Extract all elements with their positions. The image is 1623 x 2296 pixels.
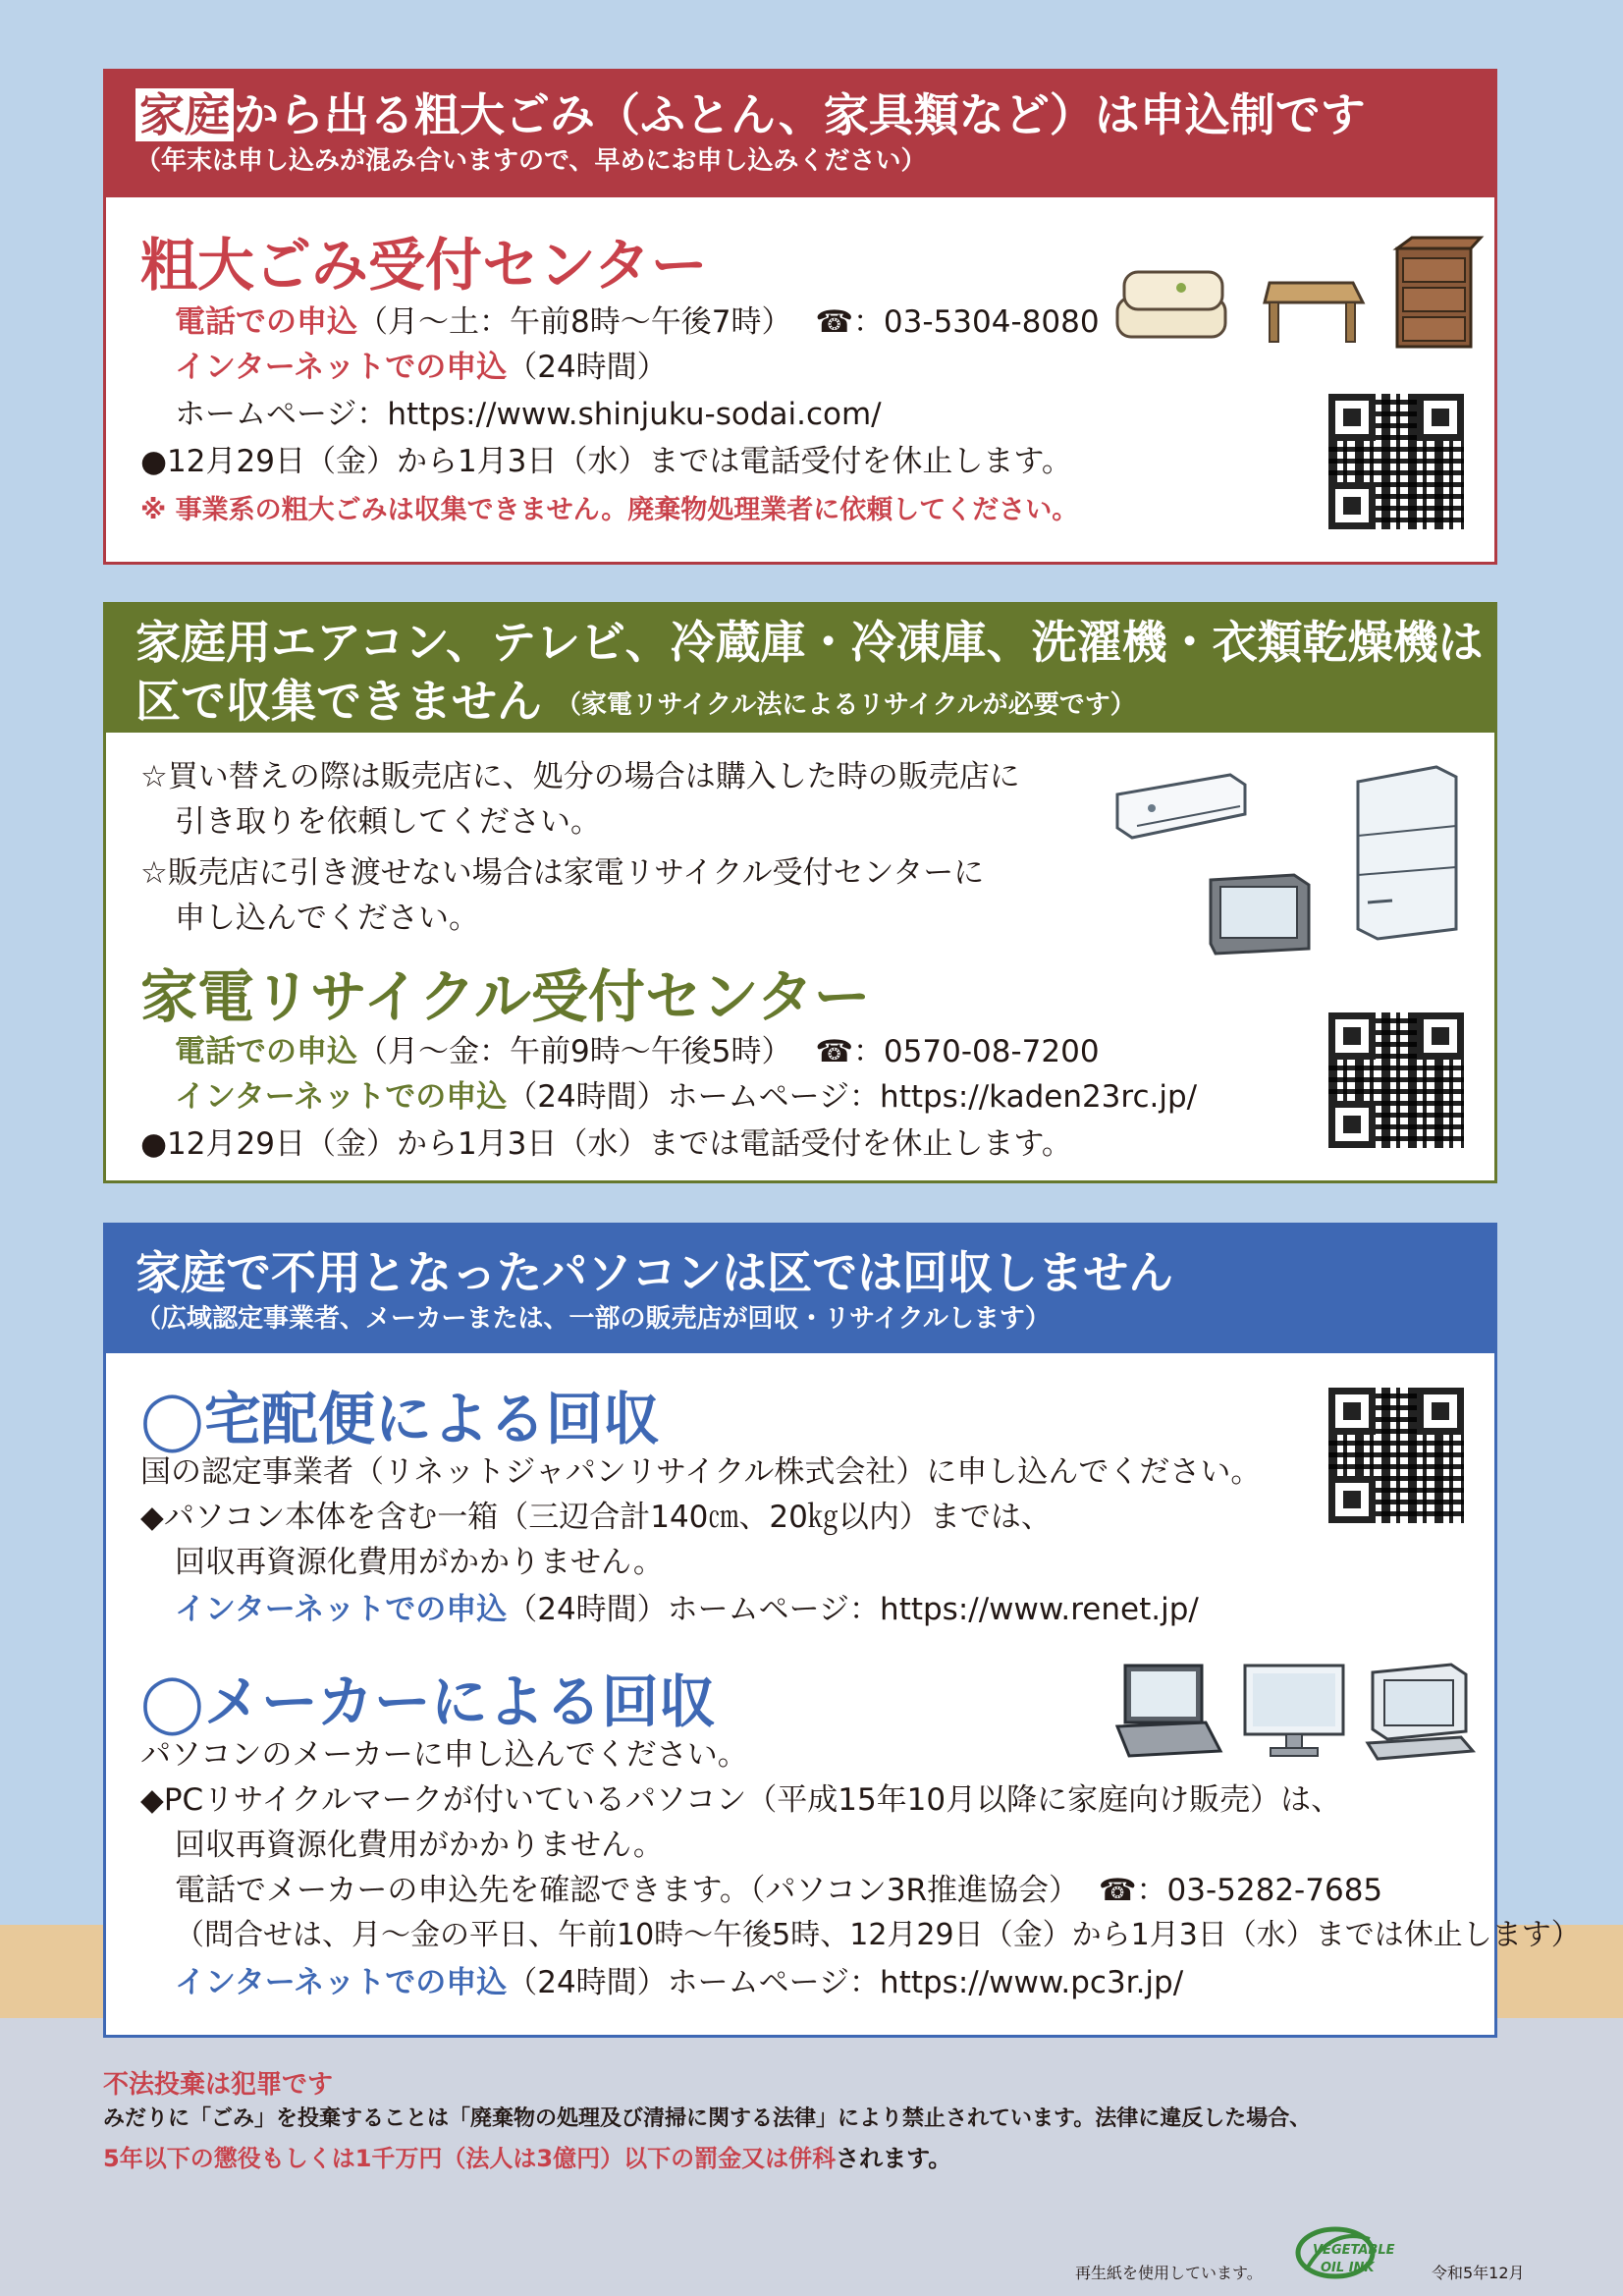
section-title-line2: 区で収集できません xyxy=(135,675,542,728)
holiday-note: ●12月29日（金）から1月3日（水）までは電話受付を休止します。 xyxy=(140,1126,1072,1162)
business-note: ※ 事業系の粗大ごみは収集できません。廃棄物処理業者に依頼してください。 xyxy=(140,495,1079,525)
warning-line2-rest: されます。 xyxy=(836,2145,952,2172)
logo-text-2: OIL INK xyxy=(1321,2261,1375,2275)
phone-number[interactable]: ：03-5304-8080 xyxy=(852,304,1100,340)
internet-label: インターネットでの申込 xyxy=(175,1965,508,2000)
phone-icon: ☎ xyxy=(815,1034,853,1069)
section-subtitle: （年末は申し込みが混み合いますので、早めにお申し込みください） xyxy=(135,146,927,176)
internet-label: インターネットでの申込 xyxy=(175,1079,508,1115)
issue-date: 令和5年12月 xyxy=(1432,2264,1525,2282)
desktop-pc-icon xyxy=(1363,1653,1481,1766)
phone-label: 電話での申込 xyxy=(175,1034,357,1069)
drawer-chest-icon xyxy=(1387,234,1486,352)
maker-title: ◯メーカーによる回収 xyxy=(140,1668,716,1735)
delivery-internet-line xyxy=(175,1587,1199,1632)
phone-number[interactable]: ：0570-08-7200 xyxy=(852,1034,1100,1069)
phone-hours: （月～土：午前8時～午後7時） xyxy=(357,304,792,340)
internet-detail[interactable]: （24時間）ホームページ：https://www.renet.jp/ xyxy=(507,1592,1199,1627)
warning-line2 xyxy=(103,2139,951,2173)
warning-penalty: 5年以下の懲役もしくは1千万円（法人は3億円）以下の罰金又は併科 xyxy=(103,2145,837,2172)
maker-line3: 回収再資源化費用がかかりません。 xyxy=(175,1828,664,1863)
internet-line xyxy=(175,1074,1197,1120)
holiday-note: ●12月29日（金）から1月3日（水）までは電話受付を休止します。 xyxy=(140,444,1072,479)
internet-label: インターネットでの申込 xyxy=(175,350,508,385)
homepage-link[interactable]: ホームページ：https://www.shinjuku-sodai.com/ xyxy=(175,397,882,432)
internet-detail[interactable]: （24時間）ホームページ：https://kaden23rc.jp/ xyxy=(507,1079,1198,1115)
recycled-paper-note: 再生紙を使用しています。 xyxy=(1075,2264,1263,2282)
maker-line5: （問合せは、月～金の平日、午前10時～午後5時、12月29日（金）から1月3日（水）までは休止します） xyxy=(175,1918,1581,1952)
qr-code-kaden[interactable] xyxy=(1328,1012,1464,1148)
laptop-icon xyxy=(1108,1658,1225,1766)
monitor-icon xyxy=(1235,1658,1353,1766)
delivery-line2: ◆パソコン本体を含む一箱（三辺合計140㎝、20㎏以内）までは、 xyxy=(140,1500,1052,1535)
section-title-note: （家電リサイクル法によるリサイクルが必要です） xyxy=(556,689,1136,720)
section-title: 家庭で不用となったパソコンは区では回収しません xyxy=(135,1246,1174,1299)
center-name: 家電リサイクル受付センター xyxy=(140,963,871,1030)
phone-number[interactable]: ：03-5282-7685 xyxy=(1136,1873,1383,1908)
maker-phone-text: 電話でメーカーの申込先を確認できます。（パソコン3R推進協会） xyxy=(175,1873,1080,1908)
television-icon xyxy=(1201,855,1319,963)
section-bulky-waste-header xyxy=(106,72,1494,197)
section-home-appliances-header xyxy=(106,605,1494,733)
title-highlight: 家庭 xyxy=(135,88,234,141)
air-conditioner-icon xyxy=(1108,767,1255,846)
phone-icon: ☎ xyxy=(1098,1873,1137,1908)
phone-label: 電話での申込 xyxy=(175,304,357,340)
bullet1-line1: ☆買い替えの際は販売店に、処分の場合は購入した時の販売店に xyxy=(140,759,1020,794)
delivery-line3: 回収再資源化費用がかかりません。 xyxy=(175,1545,664,1580)
refrigerator-icon xyxy=(1348,757,1466,944)
maker-line1: パソコンのメーカーに申し込んでください。 xyxy=(140,1737,748,1773)
phone-line xyxy=(175,300,1100,345)
phone-icon: ☎ xyxy=(815,304,853,340)
qr-code-renet[interactable] xyxy=(1328,1388,1464,1523)
internet-hours: （24時間） xyxy=(507,350,668,385)
internet-label: インターネットでの申込 xyxy=(175,1592,508,1627)
section-home-appliances xyxy=(103,602,1497,1183)
phone-hours: （月～金：午前9時～午後5時） xyxy=(357,1034,792,1069)
table-icon xyxy=(1260,263,1368,352)
internet-detail[interactable]: （24時間）ホームページ：https://www.pc3r.jp/ xyxy=(507,1965,1184,2000)
futon-icon xyxy=(1112,258,1240,347)
bullet2-line1: ☆販売店に引き渡せない場合は家電リサイクル受付センターに xyxy=(140,855,985,891)
section-title-line1: 家庭用エアコン、テレビ、冷蔵庫・冷凍庫、洗濯機・衣類乾燥機は xyxy=(135,616,1484,669)
center-name: 粗大ごみ受付センター xyxy=(140,232,708,299)
bullet2-line2: 申し込んでください。 xyxy=(175,901,479,936)
phone-line xyxy=(175,1029,1100,1074)
maker-phone-line xyxy=(175,1868,1382,1913)
delivery-title: ◯宅配便による回収 xyxy=(140,1386,660,1452)
section-pc-recycling-header xyxy=(106,1226,1494,1353)
bullet1-line2: 引き取りを依頼してください。 xyxy=(175,804,601,840)
section-bulky-waste xyxy=(103,69,1497,565)
warning-line1: みだりに「ごみ」を投棄することは「廃棄物の処理及び清掃に関する法律」により禁止されています。法律に違反した場合、 xyxy=(103,2106,1312,2131)
maker-internet-line xyxy=(175,1960,1183,2005)
section-subtitle: （広域認定事業者、メーカーまたは、一部の販売店が回収・リサイクルします） xyxy=(135,1304,1051,1334)
maker-line2: ◆PCリサイクルマークが付いているパソコン（平成15年10月以降に家庭向け販売）は、 xyxy=(140,1782,1342,1818)
warning-title: 不法投棄は犯罪です xyxy=(103,2070,334,2100)
logo-text-1: VEGETABLE xyxy=(1313,2243,1395,2258)
section-title: から出る粗大ごみ（ふとん、家具類など）は申込制です xyxy=(234,88,1366,141)
vegetable-oil-ink-logo xyxy=(1291,2221,1399,2290)
qr-code-sodai[interactable] xyxy=(1328,394,1464,529)
section-pc-recycling xyxy=(103,1223,1581,2038)
internet-line xyxy=(175,345,668,390)
delivery-line1: 国の認定事業者（リネットジャパンリサイクル株式会社）に申し込んでください。 xyxy=(140,1454,1262,1490)
